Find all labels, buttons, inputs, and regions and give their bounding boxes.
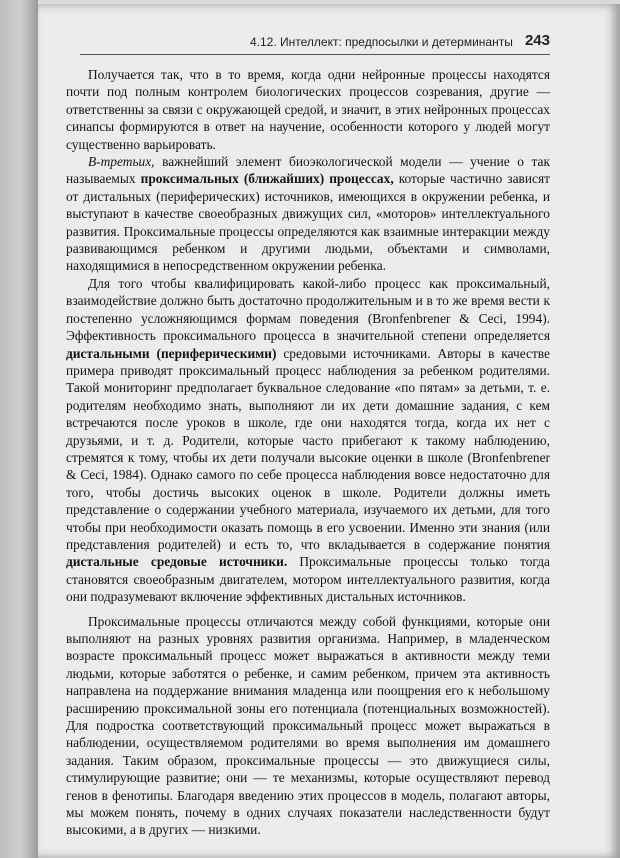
paragraph-2-text-a: важнейший элемент биоэкологической модели — учение о так называемых xyxy=(66,154,550,187)
book-gutter-shadow xyxy=(0,0,38,858)
term-proximal-processes: проксимальных (ближайших) процессах, xyxy=(140,171,394,187)
paragraph-1-text: Получается так, что в то время, когда одни нейронные процессы находятся почти под полным контролем биологических процессов созревания, другие — ответственны за связи с окружающей средой, и значит, в этих нейронных процессах синапсы формируются в ответ на научение, особенности которого у людей могут существенно варьировать. xyxy=(66,67,550,152)
term-distal-environmental-sources: дистальные средовые источники. xyxy=(66,554,288,570)
paragraph-2-italic-lead: В-третьих, xyxy=(88,154,155,170)
paragraph-1 xyxy=(66,66,550,153)
paragraph-3-text-c: Проксимальные процессы только тогда становятся своеобразным двигателем, мотором интеллектуального развития, когда они подразумевают включение эффективных дистальных источников. xyxy=(66,554,550,605)
paragraph-4-text: Проксимальные процессы отличаются между собой функциями, которые они выполняют на разных уровнях развития организма. Например, в младенческом возрасте проксимальный процесс может выражаться в активности между теми людьми, которые заботятся о ребенке, и самим ребенком, причем эта активность направлена на поддержание внимания младенца или поощрения его к небольшому расширению проксимальной зоны его потенциала (потенциальных возможностей). Для подростка соответствующий проксимальный процесс может выражаться в наблюдении, осуществляемом родителями во время выполнения им домашнего задания. Таким образом, проксимальные процессы — это движущиеся силы, стимулирующие развитие; они — те механизмы, которые осуществляют перевод генов в фенотипы. Благодаря введению этих процессов в модель, полагают авторы, мы можем понять, почему в одних случаях показатели наследственности будут высокими, а в других — низкими. xyxy=(66,613,550,838)
paragraph-3-text-b: средовыми источниками. Авторы в качестве примера приводят проксимальный процесс наблюдения за ребенком родителями. Такой мониторинг предполагает буквальное следование «по пятам» за детьми, т. е. родителям необходимо знать, выполняют ли их дети домашние задания, с кем встречаются после уроков в школе, где они находятся тогда, когда их нет с друзьями, и т. д. Родители, которые часто прибегают к такому наблюдению, стремятся к тому, чтобы их дети получали высокие оценки в школе (Bronfenbrener & Ceci, 1984). Однако самого по себе процесса наблюдения вовсе недостаточно для того, чтобы достичь высоких оценок в школе. Родители должны иметь представление о содержании учебного материала, изучаемого их детьми, для того чтобы при необходимости оказать помощь в его усвоении. Именно эти знания (или представления родителей) и есть то, что вкладывается в содержание понятия xyxy=(66,345,550,552)
paragraph-3 xyxy=(66,275,550,606)
paragraph-2 xyxy=(66,153,550,275)
paragraph-3-text-a: Для того чтобы квалифицировать какой-либо процесс как проксимальный, взаимодействие должно быть достаточно продолжительным и в то же время вести к постепенно усложняющимся формам поведения (Bronfenbrener & Ceci, 1994). Эффективность проксимального процесса в значительной степени определяется xyxy=(66,275,550,344)
paragraph-2-text-b: которые частично зависят от дистальных (периферических) источников, имеющихся в окружении ребенка, и выступают в качестве своеобразных движущих сил, «моторов» интеллектуального развития. Проксимальные процессы определяются как взаимные интеракции между развивающимся ребенком и другими людьми, объектами и символами, находящимися в непосредственном окружении ребенка. xyxy=(66,171,550,274)
header-rule xyxy=(80,54,550,55)
paragraph-4 xyxy=(66,613,550,839)
page-number: 243 xyxy=(524,32,550,49)
term-distal-peripheral: дистальными (периферическими) xyxy=(66,345,277,361)
running-header xyxy=(250,33,550,51)
body-text xyxy=(66,66,550,839)
running-header-title: 4.12. Интеллект: предпосылки и детерминанты xyxy=(250,35,513,49)
